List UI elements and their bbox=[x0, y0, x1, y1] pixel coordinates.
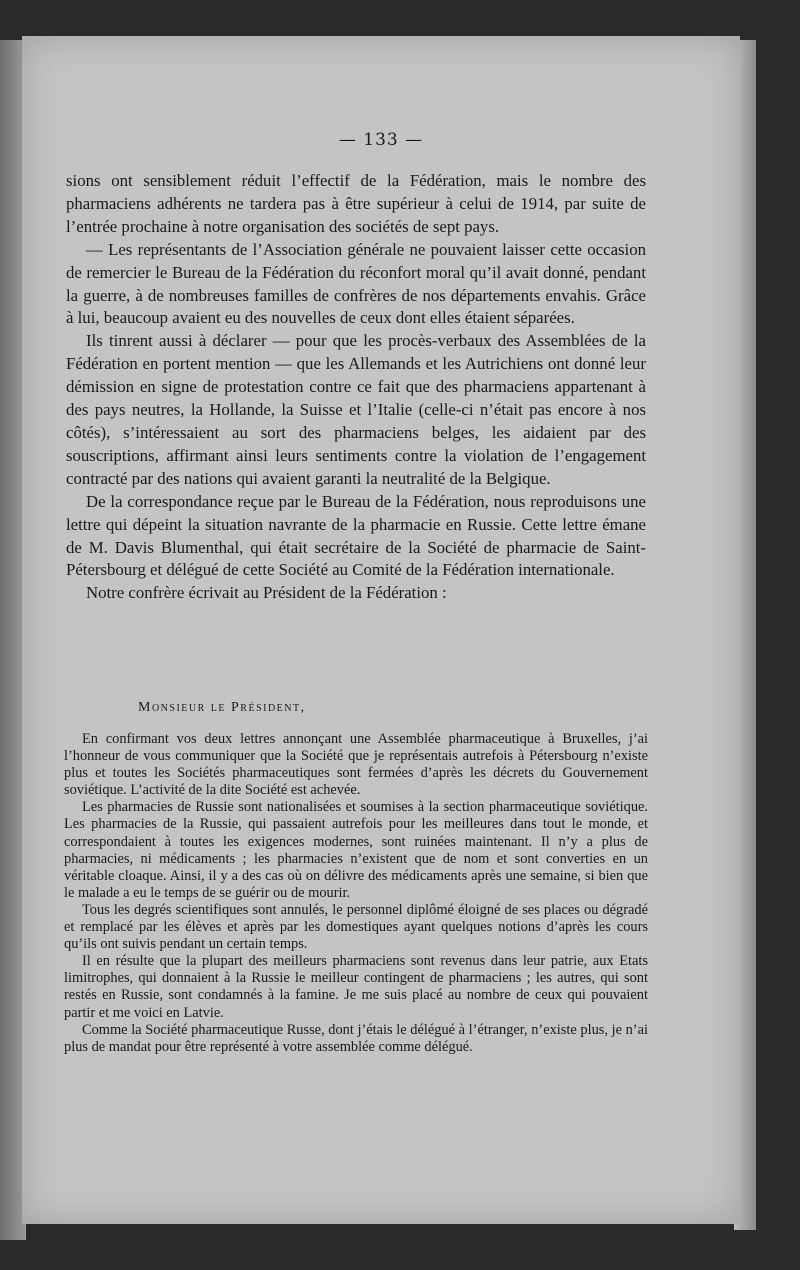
paragraph: sions ont sensiblement réduit l’effectif de la Fédération, mais le nombre des pharmaciens adhérents ne tardera pas à être supérieur à celui de 1914, par suite de l’entrée prochaine à notre organisation des sociétés de sept pays. bbox=[66, 171, 646, 236]
page-number: — 133 — bbox=[338, 130, 424, 150]
letter-paragraph: Il en résulte que la plupart des meilleurs pharmaciens sont revenus dans leur patrie, aux Etats limitrophes, qui donnaient à la Russie le meilleur contingent de pharmaciens ; les autres, qui sont restés en Russie, sont condamnés à la famine. Je me suis placé au nombre de ceux qui pouvaient partir et me voici en Latvie. bbox=[64, 953, 648, 1021]
letter-paragraph: Comme la Société pharmaceutique Russe, dont j’étais le délégué à l’étranger, n’existe plus, je n’ai plus de mandat pour être représenté à votre assemblée comme délégué. bbox=[64, 1021, 648, 1055]
letter-paragraph: Les pharmacies de Russie sont nationalisées et soumises à la section pharmaceutique soviétique. Les pharmacies de la Russie, qui passaient autrefois pour les meilleures dans tout le monde, et correspondaient à toutes les exigences modernes, sont ruinées maintenant. Il n’y a plus de pharmacies, ni médicaments ; les pharmacies n’existent que de nom et sont converties en un véritable cloaque. Ainsi, il y a des cas où on délivre des médicaments après une semaine, si bien que le malade a eu le temps de se guérir ou de mourir. bbox=[64, 799, 648, 901]
main-text bbox=[66, 170, 646, 605]
paragraph: Notre confrère écrivait au Président de la Fédération : bbox=[86, 583, 447, 603]
letter-paragraph: Tous les degrés scientifiques sont annulés, le personnel diplômé éloigné de ses places ou dégradé et remplacé par les élèves et après par les domestiques ayant quelques notions d’après les cours qu’ils ont suivis pendant un certain temps. bbox=[64, 901, 648, 953]
letter-paragraph: En confirmant vos deux lettres annonçant une Assemblée pharmaceutique à Bruxelles, j’ai l’honneur de vous communiquer que la Société que je représentais autrefois à Pétersbourg n’existe plus et toutes les Sociétés pharmaceutiques sont fermées d’après les décrets du Gouvernement soviétique. L’activité de la dite Société est achevée. bbox=[64, 731, 648, 799]
paragraph: De la correspondance reçue par le Bureau de la Fédération, nous reproduisons une lettre qui dépeint la situation navrante de la pharmacie en Russie. Cette lettre émane de M. Davis Blumenthal, qui était secrétaire de la Société de pharmacie de Saint-Pétersbourg et délégué de cette Société au Comité de la Fédération internationale. bbox=[66, 491, 646, 580]
book-page bbox=[22, 36, 740, 1224]
paragraph: — Les représentants de l’Association générale ne pouvaient laisser cette occasion de remercier le Bureau de la Fédération du réconfort moral qu’il avait donné, pendant la guerre, à de nombreuses familles de confrères de nos départements envahis. Grâce à lui, beaucoup avaient eu des nouvelles de ceux dont elles étaient séparées. bbox=[66, 239, 646, 328]
paragraph: Ils tinrent aussi à déclarer — pour que les procès-verbaux des Assemblées de la Fédération en portent mention — que les Allemands et les Autrichiens ont donné leur démission en signe de protestation contre ce fait que des pharmaciens appartenant à des pays neutres, la Hollande, la Suisse et l’Italie (celle-ci n’était pas encore à nos côtés), s’intéressaient au sort des pharmaciens belges, les aidaient par des souscriptions, affirmant ainsi leurs sentiments contre la violation de l’engagement contracté par des nations qui avaient garanti la neutralité de la Belgique. bbox=[66, 331, 646, 488]
letter-text bbox=[64, 731, 648, 1056]
letter-salutation: Monsieur le Président, bbox=[138, 700, 306, 715]
